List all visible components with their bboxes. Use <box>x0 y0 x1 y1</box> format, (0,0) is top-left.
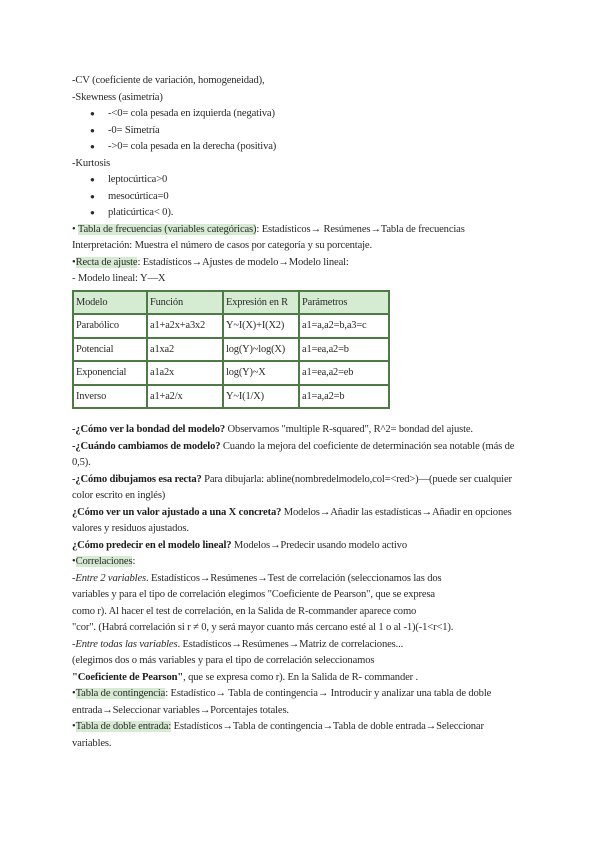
recta-ajuste-highlight: Recta de ajuste <box>75 256 138 268</box>
list-item: ● leptocúrtica>0 <box>72 172 532 189</box>
tabla-contingencia-highlight: Tabla de contingencia <box>75 688 166 699</box>
bullet-icon: ● <box>90 191 95 201</box>
table-cell: a1=a,a2=b <box>299 385 389 409</box>
table-cell: a1xa2 <box>147 338 223 362</box>
entre-2-variables-l3: como r). Al hacer el test de correlación, en la Salida de R-commander aparece como <box>72 605 417 617</box>
qa-cambiar-modelo: -¿Cuándo cambiamos de modelo? Cuando la mejora del coeficiente de determinación sea notable (más de <box>72 440 515 452</box>
tabla-frecuencias-line: • Tabla de frecuencias (variables categóricas): Estadísticos→ Resúmenes→Tabla de frecuencias <box>72 223 465 235</box>
table-header-cell: Expresión en R <box>223 291 299 315</box>
table-header-row <box>73 291 389 315</box>
list-item: ● -0= Simetría <box>72 123 532 140</box>
table-row <box>73 338 389 362</box>
tabla-contingencia-l2: entrada→Seleccionar variables→Porcentajes totales. <box>72 704 289 716</box>
bullet-icon: ● <box>90 125 95 135</box>
table-header-cell: Función <box>147 291 223 315</box>
table-cell: log(Y)~log(X) <box>223 338 299 362</box>
entre-2-variables-l4: "cor". (Habrá correlación si r ≠ 0, y será mayor cuanto más cercano esté al 1 o al -1)(-1<r<1). <box>72 622 454 633</box>
tabla-doble-line: •Tabla de doble entrada: Estadísticos→Tabla de contingencia→Tabla de doble entrada→Seleccionar <box>72 721 484 732</box>
table-cell: Potencial <box>73 338 147 362</box>
table-header-cell: Parámetros <box>299 291 389 315</box>
modelo-lineal-line: - Modelo lineal: Y—X <box>72 273 166 284</box>
table-cell: Y~I(1/X) <box>223 385 299 409</box>
table-header-cell: Modelo <box>73 291 147 315</box>
bullet-icon: ● <box>90 175 95 184</box>
tabla-frecuencias-highlight: Tabla de frecuencias (variables categóricas) <box>77 223 257 235</box>
table-row <box>73 385 389 409</box>
entre-todas-line: -Entre todas las variables. Estadísticos→Resúmenes→Matriz de correlaciones... <box>72 638 404 650</box>
kurtosis-list <box>72 172 532 222</box>
qa-dibujar-recta-cont: color escrito en inglés) <box>72 490 166 501</box>
cv-line: -CV (coeficiente de variación, homogeneidad), <box>72 75 265 86</box>
pearson-line: "Coeficiente de Pearson", que se expresa como r). En la Salida de R- commander . <box>72 671 419 683</box>
qa-valor-ajustado-cont: valores y residuos ajustados. <box>72 523 189 534</box>
table-cell: Inverso <box>73 385 147 409</box>
bullet-icon: ● <box>90 109 95 118</box>
table-cell: a1=ea,a2=b <box>299 338 389 362</box>
document-page <box>72 73 532 752</box>
interpretacion-line: Interpretación: Muestra el número de casos por categoría y su porcentaje. <box>72 240 372 251</box>
entre-2-variables-line: -Entre 2 variables. Estadísticos→Resúmenes→Test de correlación (seleccionamos las dos <box>72 572 442 584</box>
table-cell: a1=ea,a2=eb <box>299 361 389 385</box>
table-cell: a1a2x <box>147 361 223 385</box>
correlaciones-heading: •Correlaciones: <box>72 556 136 567</box>
bullet-icon: ● <box>90 142 95 151</box>
table-row <box>73 361 389 385</box>
entre-2-variables-l2: variables y para el tipo de correlación elegimos "Coeficiente de Pearson", que se expresa <box>72 589 435 600</box>
kurtosis-title: -Kurtosis <box>72 157 111 169</box>
list-item: ● ->0= cola pesada en la derecha (positiva) <box>72 139 532 156</box>
entre-todas-l2: (elegimos dos o más variables y para el tipo de correlación seleccionamos <box>72 655 375 666</box>
table-cell: Exponencial <box>73 361 147 385</box>
table-cell: a1+a2x+a3x2 <box>147 314 223 338</box>
table-cell: log(Y)~X <box>223 361 299 385</box>
qa-bondad: -¿Cómo ver la bondad del modelo? Observamos "multiple R-squared", R^2= bondad del ajuste. <box>72 424 473 435</box>
bullet-icon: ● <box>90 208 95 217</box>
qa-predecir: ¿Cómo predecir en el modelo lineal? Modelos→Predecir usando modelo activo <box>72 539 407 551</box>
table-row <box>73 314 389 338</box>
tabla-doble-highlight: Tabla de doble entrada: <box>75 721 172 732</box>
list-item: ● platicúrtica< 0). <box>72 205 532 222</box>
correlaciones-highlight: Correlaciones <box>75 556 133 567</box>
table-cell: Parabólico <box>73 314 147 338</box>
qa-cambiar-modelo-cont: 0,5). <box>72 457 91 468</box>
tabla-contingencia-line: •Tabla de contingencia: Estadístico→ Tabla de contingencia→ Introducir y analizar una tabla de doble <box>72 688 492 699</box>
list-item: ● mesocúrtica=0 <box>72 189 532 206</box>
skewness-list <box>72 106 532 156</box>
modelos-table <box>72 290 390 410</box>
tabla-doble-l2: variables. <box>72 737 112 749</box>
list-item: ● -<0= cola pesada en izquierda (negativa) <box>72 106 532 123</box>
recta-ajuste-line: •Recta de ajuste: Estadísticos→Ajustes de modelo→Modelo lineal: <box>72 256 349 268</box>
qa-valor-ajustado: ¿Cómo ver un valor ajustado a una X concreta? Modelos→Añadir las estadísticas→Añadir en opciones <box>72 506 512 518</box>
skewness-title: -Skewness (asimetría) <box>72 91 163 103</box>
table-cell: a1+a2/x <box>147 385 223 409</box>
qa-dibujar-recta: -¿Cómo dibujamos esa recta? Para dibujarla: abline(nombredelmodelo,col=<red>)—(puede ser cualquier <box>72 473 512 485</box>
table-cell: Y~I(X)+I(X2) <box>223 314 299 338</box>
table-cell: a1=a,a2=b,a3=c <box>299 314 389 338</box>
